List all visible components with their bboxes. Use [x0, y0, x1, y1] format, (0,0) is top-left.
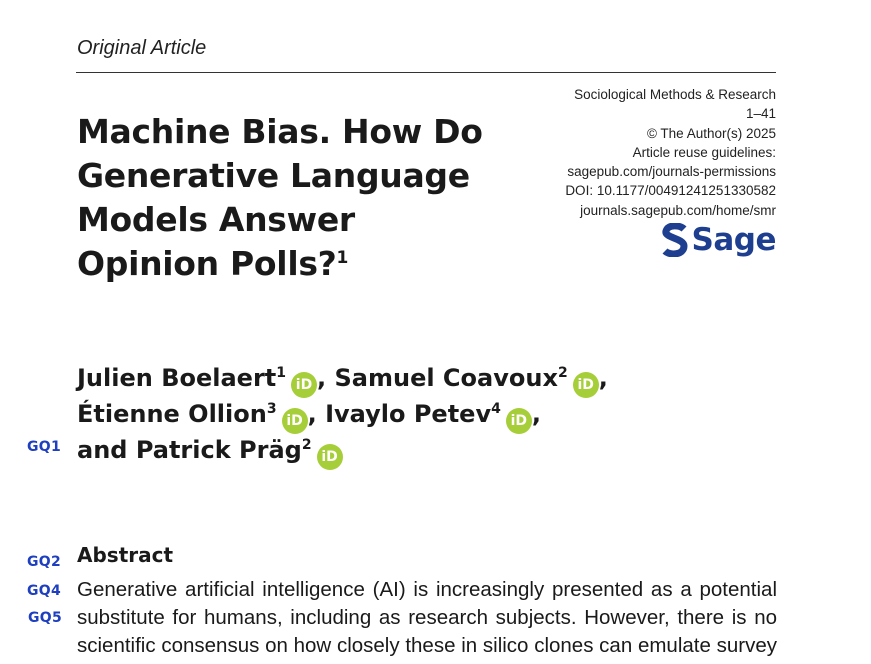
sage-wordmark: Sage [691, 221, 776, 258]
author-name: and Patrick Präg [77, 436, 302, 464]
sage-logo [662, 223, 776, 257]
affiliation-marker[interactable]: 2 [557, 365, 568, 381]
author-name: Julien Boelaert [77, 364, 277, 392]
author-line [77, 398, 608, 434]
abstract-heading: Abstract [77, 543, 174, 567]
article-type-label: Original Article [77, 37, 207, 59]
title-footnote[interactable]: 1 [336, 248, 349, 268]
author-name: Étienne Ollion [77, 400, 267, 428]
author-line [77, 362, 608, 398]
query-marker-gq1[interactable]: GQ1 [27, 439, 62, 455]
author-separator: , [531, 400, 541, 428]
orcid-icon[interactable]: iD [573, 372, 599, 398]
author-list [77, 362, 608, 470]
title-line-last [77, 242, 483, 286]
title-line-text: Opinion Polls? [77, 244, 337, 283]
author-line [77, 434, 608, 470]
orcid-icon[interactable]: iD [282, 408, 308, 434]
query-marker-gq2[interactable]: GQ2 [27, 554, 62, 570]
affiliation-marker[interactable]: 1 [276, 365, 287, 381]
author-name: Ivaylo Petev [325, 400, 492, 428]
affiliation-marker[interactable]: 4 [491, 401, 501, 417]
title-line: Machine Bias. How Do [77, 112, 483, 151]
journal-metadata [565, 85, 776, 220]
author-separator: , [307, 400, 326, 428]
title-line: Models Answer [77, 200, 355, 239]
author-separator: , [317, 364, 335, 392]
title-line: Generative Language [77, 156, 470, 195]
affiliation-marker[interactable]: 2 [301, 437, 312, 453]
copyright: © The Author(s) 2025 [646, 125, 776, 141]
query-marker-gq4[interactable]: GQ4 [27, 583, 62, 599]
orcid-icon[interactable]: iD [317, 444, 343, 470]
reuse-label: Article reuse guidelines: [632, 144, 776, 160]
sage-s-logo-icon [662, 223, 688, 257]
header-rule [76, 72, 776, 73]
abstract-line: Generative artificial intelligence (AI) is increasingly presented as a potential [77, 578, 777, 601]
article-title [77, 110, 483, 286]
reuse-link[interactable]: sagepub.com/journals-permissions [567, 164, 776, 180]
author-separator: , [598, 364, 608, 392]
query-marker-gq5[interactable]: GQ5 [28, 610, 63, 626]
doi[interactable]: DOI: 10.1177/00491241251330582 [565, 183, 776, 199]
orcid-icon[interactable]: iD [506, 408, 532, 434]
orcid-icon[interactable]: iD [291, 372, 317, 398]
journal-name: Sociological Methods & Research [574, 87, 776, 102]
abstract-line: scientific consensus on how closely these in silico clones can emulate survey [77, 634, 777, 657]
abstract-line: substitute for humans, including as research subjects. However, there is no [77, 606, 777, 629]
page-range: 1–41 [745, 106, 776, 122]
affiliation-marker[interactable]: 3 [266, 401, 277, 417]
abstract-body [77, 576, 777, 660]
journal-link[interactable]: journals.sagepub.com/home/smr [580, 202, 776, 218]
author-name: Samuel Coavoux [334, 364, 558, 392]
